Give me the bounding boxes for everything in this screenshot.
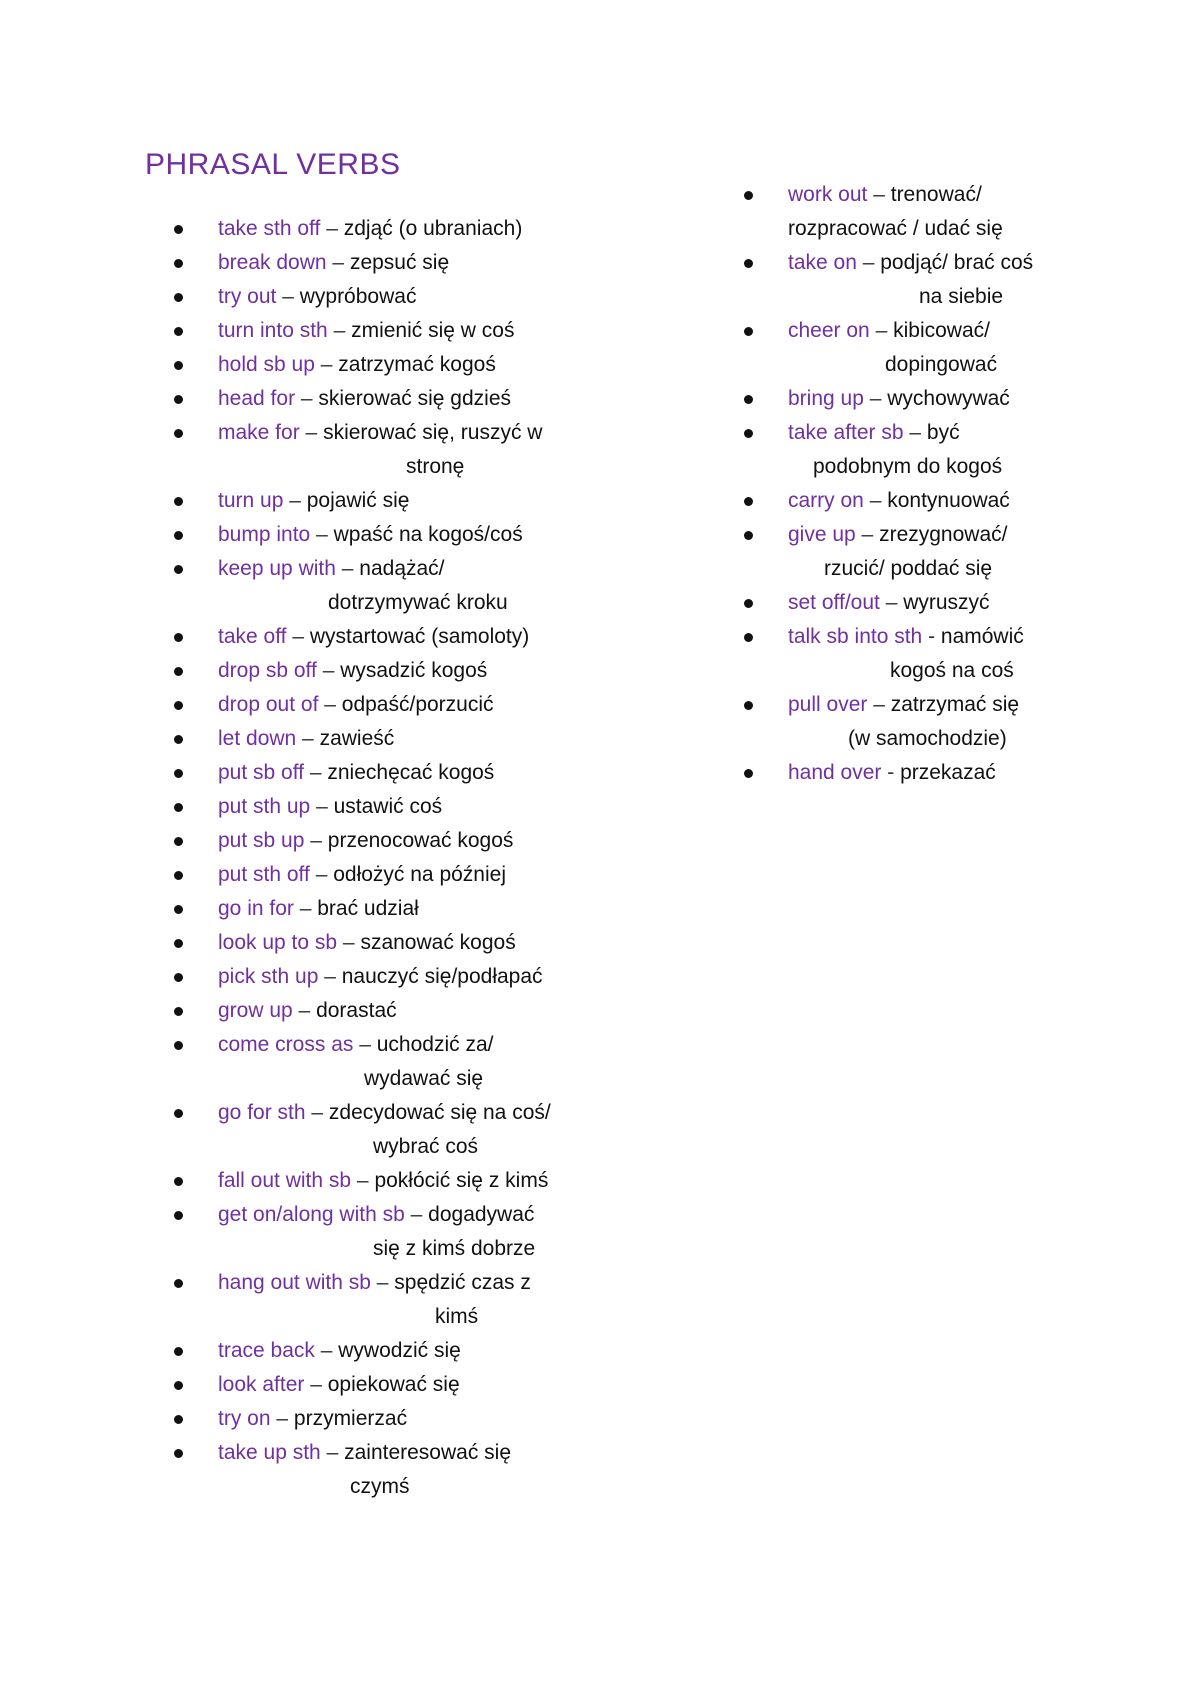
right-column — [746, 178, 1046, 790]
bullet-icon — [744, 259, 753, 268]
phrasal-verb-term: turn into sth — [218, 319, 328, 342]
translation: spędzić czas z — [394, 1271, 531, 1294]
list-item — [176, 246, 596, 280]
translation-continuation: się z kimś dobrze — [373, 1237, 536, 1260]
bullet-icon — [174, 803, 183, 812]
translation: pokłócić się z kimś — [374, 1169, 549, 1192]
translation-continuation: wybrać coś — [373, 1135, 479, 1158]
phrasal-verb-term: pick sth up — [218, 965, 319, 988]
list-item — [176, 722, 596, 756]
phrasal-verb-term: take sth off — [218, 217, 321, 240]
separator: – — [295, 387, 319, 410]
bullet-icon — [744, 191, 753, 200]
bullet-icon — [174, 1177, 183, 1186]
separator: – — [276, 285, 300, 308]
list-item — [176, 1334, 596, 1368]
bullet-icon — [174, 361, 183, 370]
translation: szanować kogoś — [360, 931, 516, 954]
translation: nadążać/ — [359, 557, 445, 580]
separator: – — [867, 183, 891, 206]
bullet-icon — [174, 1211, 183, 1220]
translation: przekazać — [900, 761, 996, 784]
entry-line — [788, 314, 1046, 348]
translation-continuation: dopingować — [885, 353, 998, 376]
phrasal-verb-term: hand over — [788, 761, 882, 784]
list-item — [176, 348, 596, 382]
entry-line — [218, 1028, 596, 1062]
translation-continuation: stronę — [406, 455, 465, 478]
entry-line — [218, 1334, 596, 1368]
translation-continuation: dotrzymywać kroku — [328, 591, 508, 614]
list-item — [176, 1096, 596, 1164]
list-item — [176, 518, 596, 552]
bullet-icon — [174, 1279, 183, 1288]
phrasal-verb-term: drop sb off — [218, 659, 317, 682]
bullet-icon — [174, 1449, 183, 1458]
entry-line — [788, 620, 1046, 654]
phrasal-verb-term: give up — [788, 523, 856, 546]
bullet-icon — [174, 531, 183, 540]
entry-line — [218, 1436, 596, 1470]
bullet-icon — [174, 871, 183, 880]
phrasal-verb-term: carry on — [788, 489, 864, 512]
separator: – — [867, 693, 891, 716]
separator: – — [353, 1033, 377, 1056]
bullet-icon — [744, 701, 753, 710]
translation: zepsuć się — [349, 251, 450, 274]
translation: wypróbować — [299, 285, 417, 308]
list-item — [746, 314, 1046, 382]
phrasal-verb-term: work out — [788, 183, 868, 206]
list-item — [176, 688, 596, 722]
entry-line — [218, 620, 596, 654]
bullet-icon — [744, 327, 753, 336]
entry-line — [218, 994, 596, 1028]
phrasal-verb-term: come cross as — [218, 1033, 354, 1056]
list-item — [176, 1266, 596, 1334]
translation: odłożyć na później — [333, 863, 506, 886]
list-item — [176, 994, 596, 1028]
phrasal-verb-term: make for — [218, 421, 300, 444]
entry-line — [788, 518, 1046, 552]
separator: – — [286, 625, 310, 648]
entry-line — [218, 926, 596, 960]
entry-line — [218, 1266, 596, 1300]
bullet-icon — [174, 939, 183, 948]
separator: – — [869, 319, 894, 342]
bullet-icon — [744, 599, 753, 608]
translation: przenocować kogoś — [327, 829, 514, 852]
list-item — [176, 314, 596, 348]
phrasal-verb-term: hang out with sb — [218, 1271, 371, 1294]
list-item — [746, 756, 1046, 790]
separator: – — [855, 523, 880, 546]
translation: zainteresować się — [344, 1441, 512, 1464]
bullet-icon — [744, 429, 753, 438]
list-item — [176, 484, 596, 518]
translation: skierować się, ruszyć w — [323, 421, 543, 444]
list-item — [176, 824, 596, 858]
phrasal-verb-term: set off/out — [788, 591, 880, 614]
list-item — [746, 178, 1046, 246]
translation: opiekować się — [327, 1373, 460, 1396]
translation: uchodzić za/ — [376, 1033, 494, 1056]
separator: – — [299, 421, 324, 444]
entry-line — [218, 654, 596, 688]
bullet-icon — [174, 497, 183, 506]
phrasal-verb-term: turn up — [218, 489, 284, 512]
translation-continuation: na siebie — [919, 285, 1004, 308]
list-item — [746, 620, 1046, 688]
list-item — [176, 1164, 596, 1198]
bullet-icon — [174, 973, 183, 982]
bullet-icon — [174, 1381, 183, 1390]
bullet-icon — [744, 497, 753, 506]
entry-line — [788, 246, 1046, 280]
translation: zawieść — [319, 727, 395, 750]
list-item — [176, 212, 596, 246]
phrasal-verb-term: put sb up — [218, 829, 305, 852]
bullet-icon — [174, 259, 183, 268]
separator: – — [327, 319, 352, 342]
separator: - — [881, 761, 901, 784]
translation: pojawić się — [306, 489, 410, 512]
entry-line — [218, 1164, 596, 1198]
separator: – — [283, 489, 307, 512]
separator: – — [318, 693, 342, 716]
entry-line — [218, 892, 596, 926]
separator: – — [903, 421, 927, 444]
list-item — [746, 416, 1046, 484]
phrasal-verb-term: break down — [218, 251, 327, 274]
separator: – — [304, 1373, 328, 1396]
bullet-icon — [174, 769, 183, 778]
translation: zatrzymać się — [890, 693, 1020, 716]
translation: nauczyć się/podłapać — [341, 965, 543, 988]
translation-continuation: rzucić/ poddać się — [824, 557, 993, 580]
separator: – — [326, 251, 350, 274]
phrasal-verb-term: bump into — [218, 523, 311, 546]
translation: przymierzać — [293, 1407, 408, 1430]
list-item — [746, 518, 1046, 586]
entry-line — [788, 586, 1046, 620]
translation: zdjąć (o ubraniach) — [343, 217, 523, 240]
translation: być — [926, 421, 960, 444]
translation: zniechęcać kogoś — [327, 761, 495, 784]
translation: dorastać — [316, 999, 397, 1022]
entry-line — [218, 246, 596, 280]
translation: wysadzić kogoś — [340, 659, 488, 682]
translation: ustawić coś — [333, 795, 443, 818]
entry-line — [788, 688, 1046, 722]
separator: – — [309, 863, 334, 886]
translation: brać udział — [317, 897, 419, 920]
bullet-icon — [174, 565, 183, 574]
bullet-icon — [174, 225, 183, 234]
entry-line — [218, 1198, 596, 1232]
phrasal-verb-term: get on/along with sb — [218, 1203, 405, 1226]
phrasal-verb-list-left — [176, 212, 596, 1504]
translation: zatrzymać kogoś — [338, 353, 496, 376]
phrasal-verb-term: fall out with sb — [218, 1169, 352, 1192]
phrasal-verb-term: take off — [218, 625, 287, 648]
entry-line — [218, 1368, 596, 1402]
separator: – — [293, 897, 318, 920]
list-item — [176, 960, 596, 994]
list-item — [176, 552, 596, 620]
entry-line — [218, 858, 596, 892]
list-item — [176, 280, 596, 314]
entry-line — [218, 518, 596, 552]
entry-line — [788, 416, 1046, 450]
separator: – — [320, 1441, 345, 1464]
separator: – — [304, 829, 328, 852]
left-column — [176, 212, 596, 1504]
phrasal-verb-term: go for sth — [218, 1101, 306, 1124]
bullet-icon — [174, 735, 183, 744]
list-item — [746, 688, 1046, 756]
entry-line — [218, 722, 596, 756]
entry-line — [218, 824, 596, 858]
translation: zmienić się w coś — [351, 319, 515, 342]
separator: – — [316, 659, 341, 682]
translation: kibicować/ — [893, 319, 990, 342]
separator: – — [863, 387, 888, 410]
phrasal-verb-term: drop out of — [218, 693, 319, 716]
bullet-icon — [744, 395, 753, 404]
phrasal-verb-term: put sth up — [218, 795, 311, 818]
bullet-icon — [744, 633, 753, 642]
entry-line — [218, 790, 596, 824]
translation: wychowywać — [887, 387, 1010, 410]
translation: kontynuować — [887, 489, 1010, 512]
separator: – — [296, 727, 320, 750]
list-item — [176, 892, 596, 926]
translation-continuation: kogoś na coś — [890, 659, 1014, 682]
phrasal-verb-term: grow up — [218, 999, 293, 1022]
translation-continuation: czymś — [350, 1475, 410, 1498]
list-item — [176, 1436, 596, 1504]
separator: – — [305, 1101, 329, 1124]
list-item — [176, 1368, 596, 1402]
translation: wpaść na kogoś/coś — [333, 523, 523, 546]
separator: – — [314, 1339, 339, 1362]
phrasal-verb-term: try out — [218, 285, 277, 308]
list-item — [746, 246, 1046, 314]
phrasal-verb-term: talk sb into sth — [788, 625, 923, 648]
entry-line — [218, 756, 596, 790]
entry-line — [218, 1096, 596, 1130]
translation: trenować/ — [890, 183, 982, 206]
translation: dogadywać — [428, 1203, 535, 1226]
separator: – — [351, 1169, 375, 1192]
entry-line — [218, 688, 596, 722]
separator: – — [304, 761, 328, 784]
list-item — [176, 790, 596, 824]
separator: – — [863, 489, 888, 512]
separator: - — [922, 625, 941, 648]
separator: – — [270, 1407, 294, 1430]
translation: zrezygnować/ — [879, 523, 1008, 546]
bullet-icon — [174, 429, 183, 438]
bullet-icon — [744, 531, 753, 540]
separator: – — [335, 557, 360, 580]
entry-line — [218, 348, 596, 382]
phrasal-verb-term: trace back — [218, 1339, 315, 1362]
separator: – — [310, 795, 334, 818]
phrasal-verb-term: cheer on — [788, 319, 870, 342]
bullet-icon — [174, 293, 183, 302]
translation-continuation: rozpracować / udać się — [788, 217, 1003, 240]
phrasal-verb-term: look up to sb — [218, 931, 338, 954]
translation: wywodzić się — [338, 1339, 461, 1362]
entry-line — [788, 382, 1046, 416]
list-item — [176, 858, 596, 892]
separator: – — [314, 353, 339, 376]
list-item — [746, 484, 1046, 518]
list-item — [176, 654, 596, 688]
entry-line — [788, 484, 1046, 518]
bullet-icon — [174, 395, 183, 404]
phrasal-verb-term: put sth off — [218, 863, 310, 886]
translation: namówić — [940, 625, 1024, 648]
list-item — [176, 416, 596, 484]
separator: – — [320, 217, 344, 240]
phrasal-verb-term: take up sth — [218, 1441, 321, 1464]
phrasal-verb-term: put sb off — [218, 761, 305, 784]
bullet-icon — [174, 633, 183, 642]
entry-line — [218, 552, 596, 586]
entry-line — [218, 314, 596, 348]
translation: zdecydować się na coś/ — [328, 1101, 551, 1124]
bullet-icon — [744, 769, 753, 778]
phrasal-verb-term: take after sb — [788, 421, 904, 444]
phrasal-verb-term: bring up — [788, 387, 864, 410]
translation-continuation: podobnym do kogoś — [813, 455, 1003, 478]
bullet-icon — [174, 1041, 183, 1050]
separator: – — [856, 251, 881, 274]
bullet-icon — [174, 1415, 183, 1424]
separator: – — [318, 965, 342, 988]
bullet-icon — [174, 1347, 183, 1356]
list-item — [176, 756, 596, 790]
phrasal-verb-term: try on — [218, 1407, 271, 1430]
separator: – — [337, 931, 361, 954]
entry-line — [788, 178, 1046, 212]
separator: – — [879, 591, 904, 614]
separator: – — [404, 1203, 429, 1226]
list-item — [176, 1402, 596, 1436]
list-item — [746, 586, 1046, 620]
bullet-icon — [174, 667, 183, 676]
translation-continuation: kimś — [435, 1305, 479, 1328]
list-item — [176, 1198, 596, 1266]
bullet-icon — [174, 1007, 183, 1016]
list-item — [746, 382, 1046, 416]
translation-continuation: (w samochodzie) — [848, 727, 1007, 750]
page-title: PHRASAL VERBS — [145, 148, 401, 181]
entry-line — [218, 960, 596, 994]
separator: – — [370, 1271, 395, 1294]
bullet-icon — [174, 905, 183, 914]
list-item — [176, 1028, 596, 1096]
entry-line — [218, 416, 596, 450]
bullet-icon — [174, 837, 183, 846]
entry-line — [218, 212, 596, 246]
phrasal-verb-term: take on — [788, 251, 857, 274]
bullet-icon — [174, 701, 183, 710]
phrasal-verb-list-right — [746, 178, 1046, 790]
separator: – — [292, 999, 317, 1022]
translation-continuation: wydawać się — [364, 1067, 484, 1090]
bullet-icon — [174, 1109, 183, 1118]
phrasal-verb-term: look after — [218, 1373, 305, 1396]
translation: wystartować (samoloty) — [309, 625, 530, 648]
phrasal-verb-term: pull over — [788, 693, 868, 716]
entry-line — [218, 1402, 596, 1436]
phrasal-verb-term: go in for — [218, 897, 294, 920]
list-item — [176, 620, 596, 654]
phrasal-verb-term: hold sb up — [218, 353, 315, 376]
list-item — [176, 382, 596, 416]
phrasal-verb-term: keep up with — [218, 557, 336, 580]
separator: – — [310, 523, 334, 546]
translation: podjąć/ brać coś — [880, 251, 1034, 274]
phrasal-verb-term: head for — [218, 387, 296, 410]
list-item — [176, 926, 596, 960]
entry-line — [218, 484, 596, 518]
entry-line — [788, 756, 1046, 790]
bullet-icon — [174, 327, 183, 336]
entry-line — [218, 280, 596, 314]
translation: wyruszyć — [903, 591, 990, 614]
phrasal-verb-term: let down — [218, 727, 297, 750]
translation: odpaść/porzucić — [341, 693, 494, 716]
translation: skierować się gdzieś — [318, 387, 512, 410]
entry-line — [218, 382, 596, 416]
